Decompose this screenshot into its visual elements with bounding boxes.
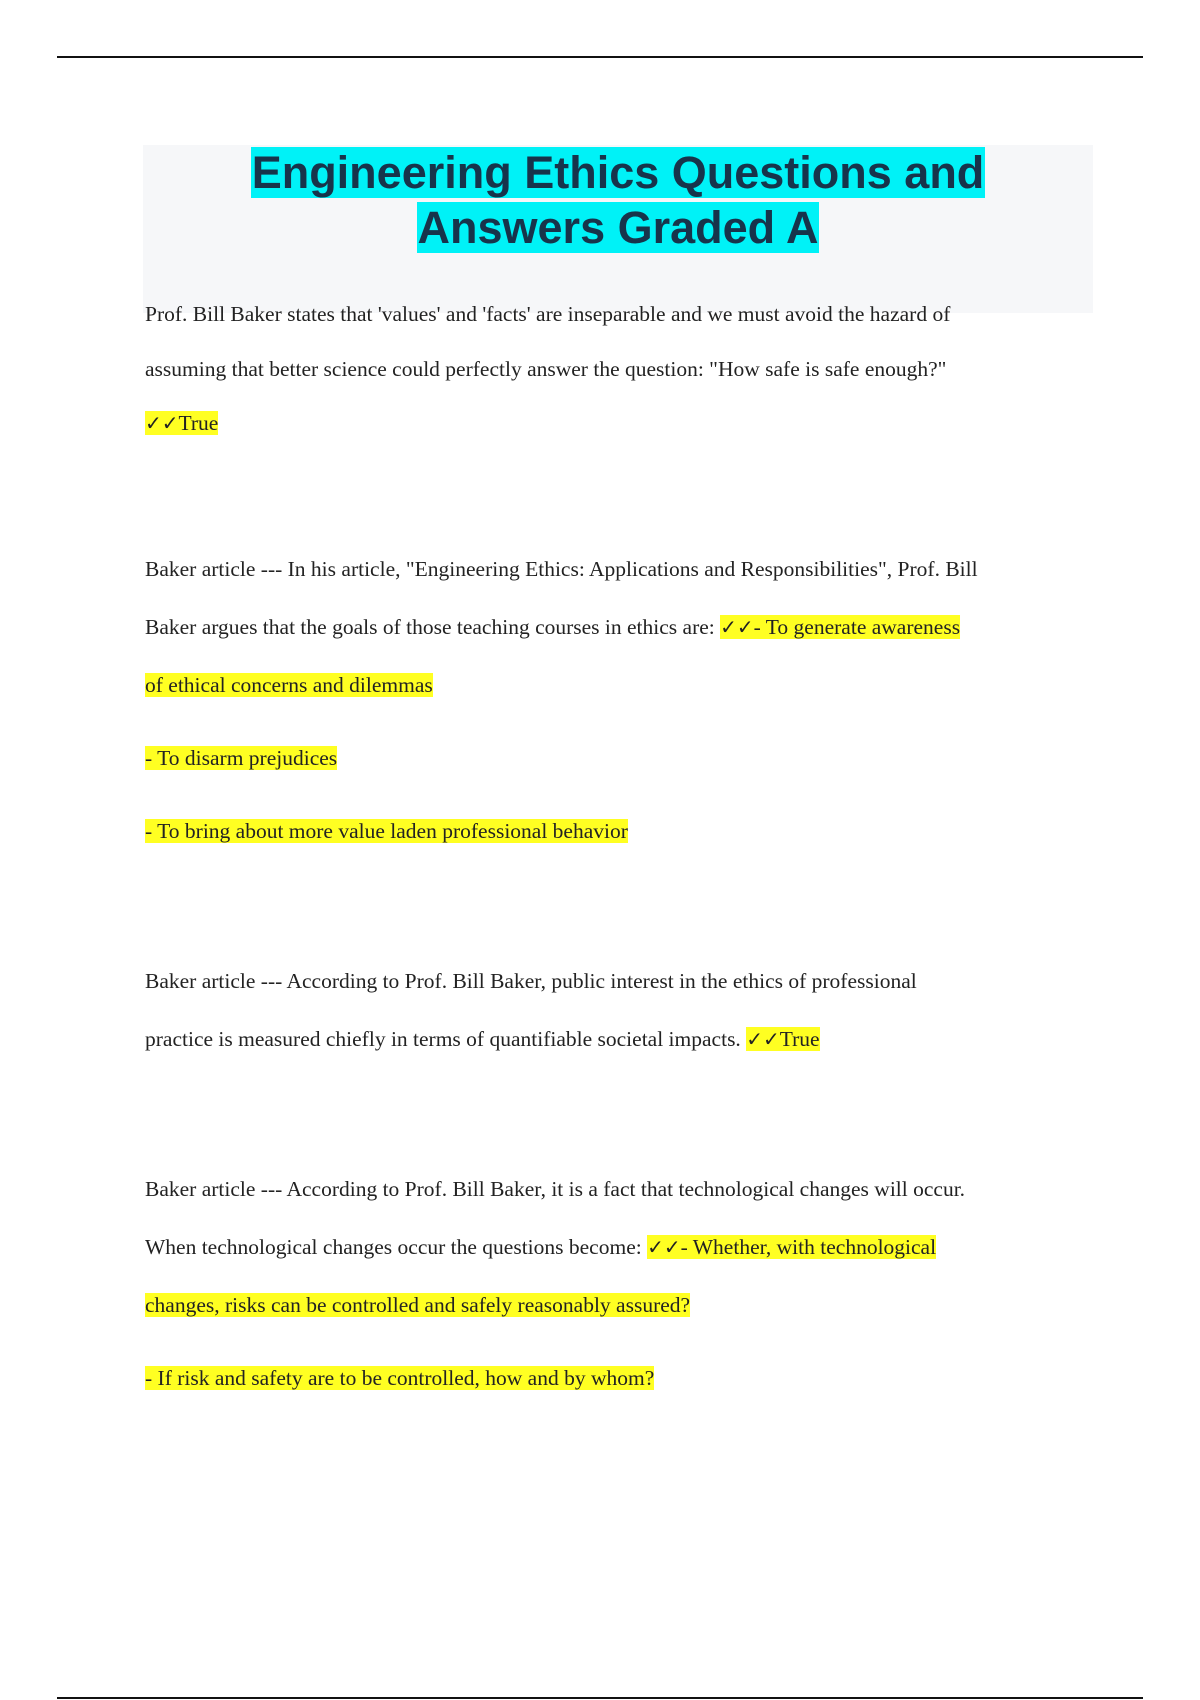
answer-text: True: [779, 1027, 820, 1051]
question-line: [145, 598, 1095, 656]
check-icon: ✓✓: [746, 1027, 780, 1051]
answer-text: True: [178, 411, 219, 435]
qa-item-2: [145, 540, 1095, 860]
answer-text: changes, risks can be controlled and safely reasonably assured?: [145, 1293, 691, 1317]
answer-text: - To bring about more value laden professional behavior: [145, 819, 628, 843]
answer-text: of ethical concerns and dilemmas: [145, 673, 433, 697]
check-icon: ✓✓: [720, 615, 754, 639]
qa-item-4: [145, 1160, 1095, 1407]
bottom-rule: [57, 1697, 1143, 1699]
document-title: [143, 145, 1093, 255]
question-line: Prof. Bill Baker states that 'values' and 'facts' are inseparable and we must avoid the hazard of: [145, 302, 951, 326]
answer-text: - To disarm prejudices: [145, 746, 338, 770]
answer-highlight: [720, 615, 960, 639]
question-line: Baker article --- In his article, "Engineering Ethics: Applications and Responsibilities", Prof. Bill: [145, 557, 978, 581]
answer-line: [145, 729, 1095, 787]
answer-line: [145, 1276, 1095, 1334]
answer-text: - Whether, with technological: [680, 1235, 937, 1259]
question-text: When technological changes occur the questions become:: [145, 1235, 648, 1259]
answer-highlight: [647, 1235, 936, 1259]
answer-line: [145, 656, 1095, 714]
question-line: Baker article --- According to Prof. Bill Baker, it is a fact that technological changes will occur.: [145, 1177, 966, 1201]
answer-line: [145, 398, 1095, 448]
top-rule: [57, 56, 1143, 58]
answer-line: [145, 802, 1095, 860]
title-line-2: Answers Graded A: [417, 202, 819, 253]
answer-text: - To generate awareness: [753, 615, 961, 639]
document-body: [145, 301, 1095, 1407]
answer-highlight: [746, 1027, 819, 1051]
question-line: [145, 1218, 1095, 1276]
question-text: practice is measured chiefly in terms of quantifiable societal impacts.: [145, 1027, 747, 1051]
check-icon: ✓✓: [647, 1235, 681, 1259]
question-text: Baker argues that the goals of those teaching courses in ethics are:: [145, 615, 721, 639]
question-line: assuming that better science could perfectly answer the question: "How safe is safe enough?": [145, 357, 947, 381]
title-line-1: Engineering Ethics Questions and: [251, 147, 985, 198]
answer-line: [145, 1349, 1095, 1407]
answer-text: - If risk and safety are to be controlled, how and by whom?: [145, 1366, 655, 1390]
check-icon: ✓✓: [145, 411, 179, 435]
answer-highlight: [145, 411, 218, 435]
question-line: Baker article --- According to Prof. Bill Baker, public interest in the ethics of professional: [145, 969, 917, 993]
question-line: [145, 1010, 1095, 1068]
qa-item-3: [145, 952, 1095, 1068]
qa-item-1: [145, 288, 1095, 448]
